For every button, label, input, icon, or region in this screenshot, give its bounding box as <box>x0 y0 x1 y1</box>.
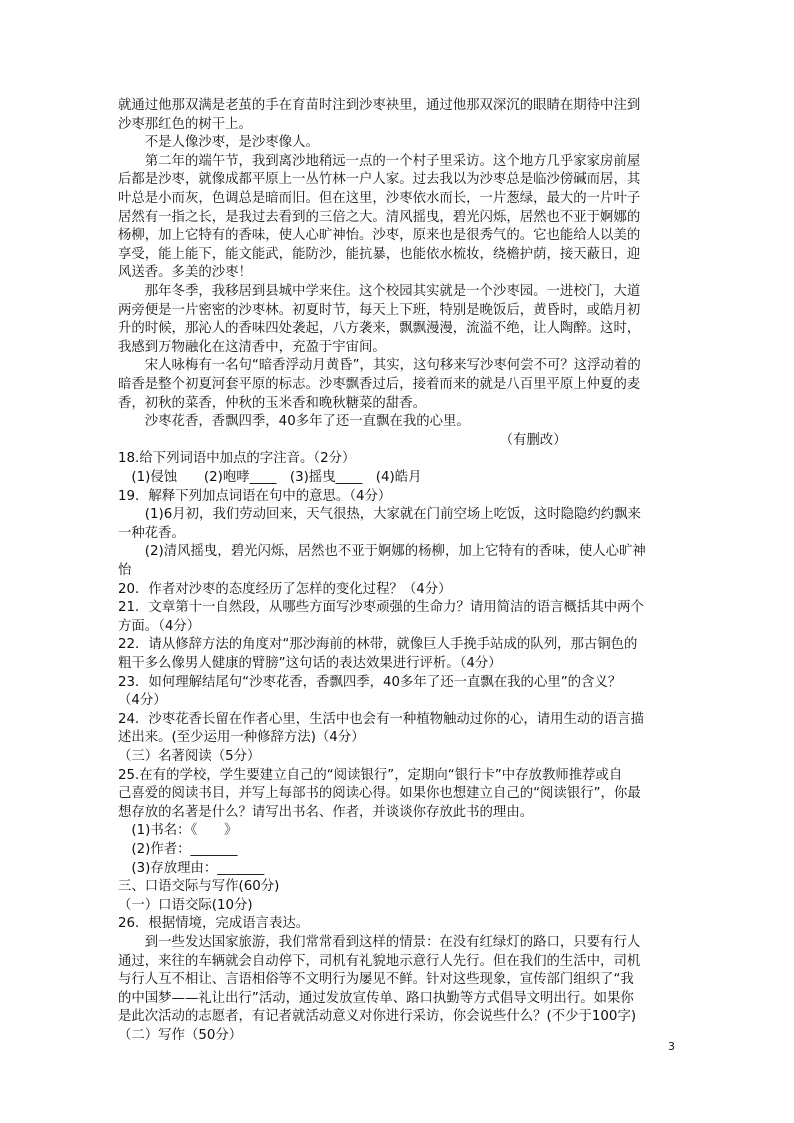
text-line: (1)6月初，我们劳动回来，天气很热，大家就在门前空场上吃饭，这时隐隐约约飘来 <box>118 507 641 523</box>
text-line: 沙枣花香，香飘四季，40多年了还一直飘在我的心里。 <box>118 414 470 430</box>
text-line: （一）口语交际(10分) <box>118 897 253 913</box>
text-line: (1)书名：《 》 <box>118 823 238 839</box>
text-line: 就通过他那双满是老茧的手在育苗时注到沙枣袂里，通过他那双深沉的眼睛在期待中注到 <box>118 98 641 113</box>
text-line: 26．根据情境，完成语言表达。 <box>118 916 310 932</box>
text-line: 想存放的名著是什么？请写出书名、作者，并谈谈你存放此书的理由。 <box>118 804 534 820</box>
text-line: 21．文章第十一自然段，从哪些方面写沙枣顽强的生命力？请用简洁的语言概括其中两个 <box>118 600 644 616</box>
text-line: （有删改） <box>118 432 567 448</box>
text-line: 23．如何理解结尾句“沙枣花香，香飘四季，40多年了还一直飘在我的心里”的含义？ <box>118 674 622 690</box>
text-line: 20．作者对沙枣的态度经历了怎样的变化过程？（4分） <box>118 581 452 597</box>
text-line: 通过，来往的车辆就会自动停下，司机有礼貌地示意行人先行。但在我们的生活中，司机 <box>118 953 641 969</box>
text-line: 杨柳，加上它特有的香味，使人心旷神怡。沙枣，原来也是很秀气的。它也能给人以美的 <box>118 228 641 244</box>
text-line: 19．解释下列加点词语在句中的意思。（4分） <box>118 488 392 504</box>
text-line: 一种花香。 <box>118 525 185 541</box>
text-line: (1)侵蚀 (2)咆哮____ (3)摇曳____ (4)皓月 <box>118 470 422 485</box>
text-line: （二）写作（50分） <box>118 1028 243 1043</box>
text-line: 到一些发达国家旅游，我们常常看到这样的情景：在没有红绿灯的路口，只要有行人 <box>118 935 641 950</box>
text-line: 叶总是小而灰，色调总是暗而旧。但在这里，沙枣依水而长，一片葱绿，最大的一片叶子 <box>118 191 641 206</box>
text-line: 粗干多么像男人健康的臂膀”这句话的表达效果进行评析。（4分） <box>118 656 502 671</box>
text-line: 是此次活动的志愿者，有记者就活动意义对你进行采访，你会说些什么？(不少于100字) <box>118 1009 637 1025</box>
page-number: 3 <box>668 1040 675 1053</box>
text-line: 居然有一指之长，是我过去看到的三倍之大。清风摇曳，碧光闪烁，居然也不亚于婀娜的 <box>118 209 641 225</box>
text-line: （4分） <box>118 693 167 709</box>
text-line: （三）名著阅读（5分） <box>118 749 261 764</box>
text-line: 22．请从修辞方法的角度对“那沙海前的林带，就像巨人手挽手站成的队列，那古铜色的 <box>118 637 638 653</box>
text-line: 25.在有的学校，学生要建立自己的“阅读银行”，定期向“银行卡”中存放教师推荐或自 <box>118 767 623 783</box>
text-line: 后都是沙枣，就像成都平原上一丛竹林一户人家。过去我以为沙枣总是临沙傍碱而居，其 <box>118 172 641 188</box>
text-line: (2)作者：_______ <box>118 842 238 857</box>
text-line: 香，初秋的菜香，仲秋的玉米香和晚秋糖菜的甜香。 <box>118 395 426 411</box>
text-line: 述出来。(至少运用一种修辞方法)（4分） <box>118 730 365 746</box>
text-line: 不是人像沙枣，是沙枣像人。 <box>118 135 319 151</box>
text-line: 我感到万物融化在这清香中，充盈于宇宙间。 <box>118 339 386 355</box>
text-line: 与行人互不相让、言语相俗等不文明行为屡见不鲜。针对这些现象，宣传部门组织了“我 <box>118 972 634 988</box>
text-line: 三、口语交际与写作(60分) <box>118 879 280 895</box>
text-line: (3)存放理由：_______ <box>118 860 265 876</box>
text-line: 风送香。多美的沙枣！ <box>118 265 252 281</box>
text-line: 宋人咏梅有一名句“暗香浮动月黄昏”，其实，这句移来写沙枣何尝不可？这浮动着的 <box>118 358 641 374</box>
text-line: (2)清风摇曳，碧光闪烁，居然也不亚于婀娜的杨柳，加上它特有的香味，使人心旷神 <box>118 544 646 560</box>
text-line: 那年冬季，我移居到县城中学来住。这个校园其实就是一个沙枣园。一进校门，大道 <box>118 284 641 299</box>
text-line: 怡 <box>118 563 132 578</box>
text-line: 方面。（4分） <box>118 618 201 634</box>
text-line: 18.给下列词语中加点的字注音。（2分） <box>118 451 356 467</box>
text-line: 两旁便是一片密密的沙枣林。初夏时节，每天上下班，特别是晚饭后，黄昏时，或皓月初 <box>118 302 641 318</box>
text-line: 沙枣那红色的树干上。 <box>118 116 252 132</box>
text-line: 享受，能上能下，能文能武，能防沙，能抗暴，也能依水梳妆，绕檐护荫，接天蔽日，迎 <box>118 246 641 262</box>
text-line: 的中国梦——礼让出行”活动，通过发放宣传单、路口执勤等方式倡导文明出行。如果你 <box>118 990 634 1006</box>
text-line: 第二年的端午节，我到离沙地稍远一点的一个村子里采访。这个地方几乎家家房前屋 <box>118 153 641 169</box>
text-line: 暗香是整个初夏河套平原的标志。沙枣飘香过后，接着而来的就是八百里平原上仲夏的麦 <box>118 377 641 392</box>
text-line: 升的时候，那沁人的香味四处袭起，八方袭来，飘飘漫漫，流溢不绝，让人陶醉。这时， <box>118 321 641 337</box>
text-line: 己喜爱的阅读书目，并写上每部书的阅读心得。如果你也想建立自己的“阅读银行”，你最 <box>118 786 641 802</box>
text-line: 24．沙枣花香长留在作者心里，生活中也会有一种植物触动过你的心，请用生动的语言描 <box>118 711 644 727</box>
